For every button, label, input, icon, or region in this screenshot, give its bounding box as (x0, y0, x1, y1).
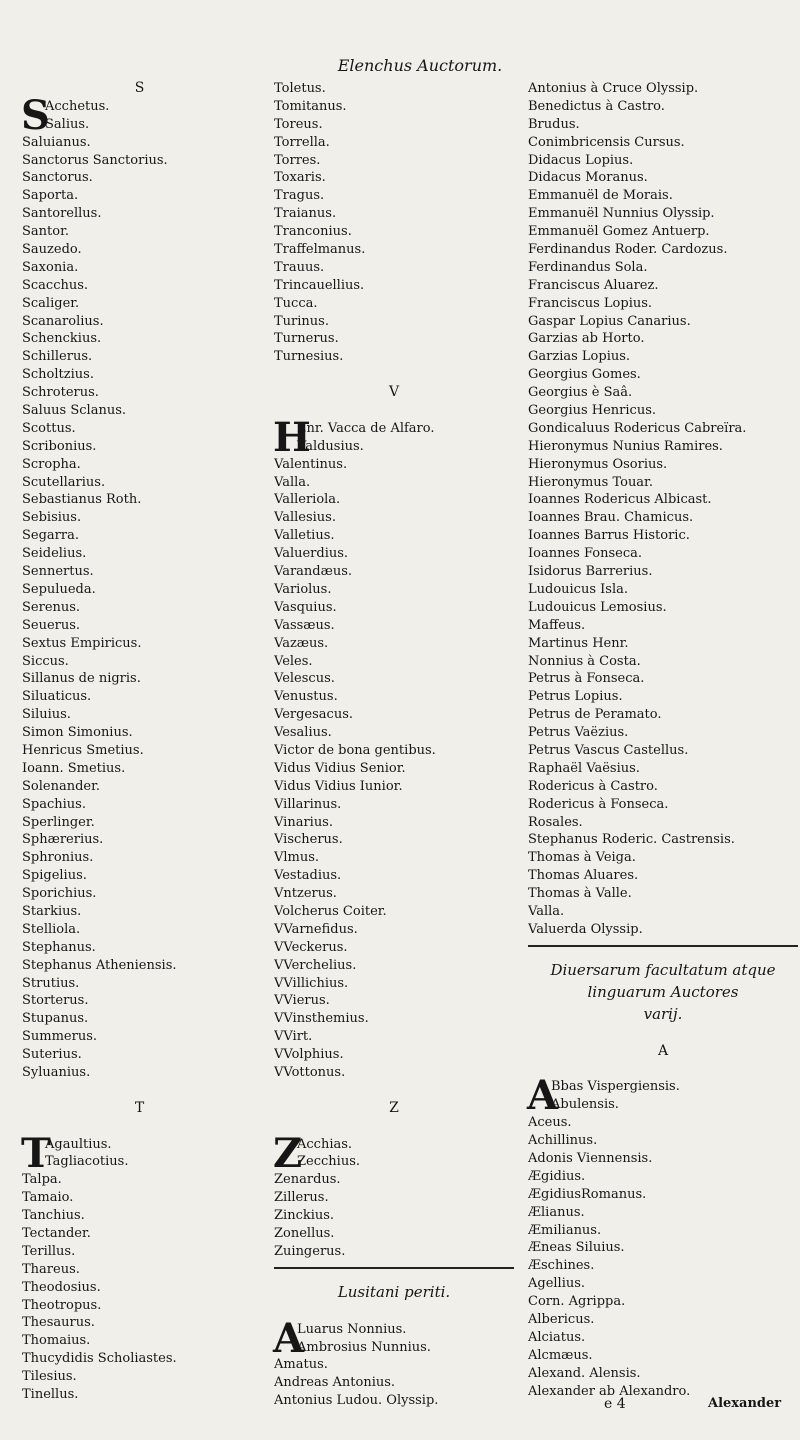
index-entry: Vinarius. (274, 814, 333, 830)
index-entry: Antonius à Cruce Olyssip. (528, 81, 699, 96)
index-entry: Agellius. (528, 1276, 586, 1292)
index-entry: VVerchelius. (274, 957, 357, 973)
index-entry: Vntzerus. (274, 886, 337, 902)
index-entry: Trauus. (274, 259, 325, 275)
index-entry: Petrus à Fonseca. (528, 671, 645, 687)
index-entry: Varandæus. (274, 564, 352, 580)
index-entry: Vidus Vidius Senior. (274, 760, 406, 776)
index-entry: Thomas à Valle. (528, 886, 632, 902)
index-entry: Ioannes Fonseca. (528, 546, 642, 562)
index-entry: Torrella. (274, 134, 330, 150)
index-entry: Corn. Agrippa. (528, 1294, 626, 1310)
index-entry: Zuingerus. (274, 1243, 346, 1259)
section-divider (528, 945, 798, 959)
index-entry: Alexand. Alensis. (528, 1365, 641, 1381)
index-entry: Scropha. (22, 456, 81, 472)
index-entry: Vidus Vidius Iunior. (274, 778, 403, 794)
index-entry: Nonnius à Costa. (528, 653, 641, 669)
index-entry: Ambrosius Nunnius. (297, 1339, 431, 1355)
index-entry: Aceus. (528, 1115, 572, 1131)
index-entry-text: Agaultius. (45, 1136, 112, 1152)
index-entry: Summerus. (22, 1029, 98, 1045)
index-entry: Abulensis. (551, 1097, 619, 1113)
index-entry: Adonis Viennensis. (528, 1150, 653, 1166)
index-entry: Thomaius. (22, 1333, 91, 1349)
section-title: linguarum Auctores (587, 982, 739, 1001)
index-entry: Rosales. (528, 814, 583, 830)
index-entry: Toxaris. (274, 170, 326, 186)
spacer (274, 366, 514, 384)
index-entry: Valleriola. (274, 492, 341, 508)
index-entry: Traffelmanus. (274, 242, 366, 258)
index-entry: Tilesius. (22, 1369, 77, 1385)
index-entry: Siluaticus. (22, 689, 92, 705)
index-entry: Siluius. (22, 707, 71, 723)
drop-cap: A (273, 1314, 305, 1362)
index-entry: Stephanus. (22, 939, 96, 955)
index-entry: Thomas Aluares. (528, 868, 639, 884)
index-entry-text: Luarus Nonnius. (297, 1321, 407, 1337)
index-entry: Vassæus. (274, 617, 335, 633)
index-entry: Theotropus. (22, 1297, 102, 1313)
index-entry: Traianus. (274, 206, 337, 222)
index-entry: Villarinus. (274, 796, 342, 812)
index-entry: Hieronymus Osorius. (528, 456, 668, 472)
index-entry: VVirt. (274, 1029, 313, 1045)
index-entry: Vischerus. (274, 832, 343, 848)
index-entry: Segarra. (22, 528, 79, 544)
index-entry: Garzias Lopius. (528, 349, 631, 365)
index-entry: Valuerda Olyssip. (528, 921, 643, 937)
index-entry: Tamaio. (22, 1190, 74, 1206)
section-divider (274, 1267, 514, 1281)
index-entry: Ferdinandus Roder. Cardozus. (528, 242, 728, 258)
column-2 (274, 80, 514, 1410)
index-entry: Gaspar Lopius Canarius. (528, 313, 691, 329)
index-entry: Ferdinandus Sola. (528, 259, 648, 275)
index-entry: Vlmus. (274, 850, 320, 866)
section-letter: V (388, 384, 400, 401)
index-entry: Hieronymus Touar. (528, 474, 653, 490)
index-entry: Strutius. (22, 975, 80, 991)
section-letter: A (657, 1042, 669, 1059)
index-entry: Didacus Moranus. (528, 170, 648, 186)
index-entry: Valdusius. (297, 438, 364, 454)
index-entry: Tinellus. (22, 1387, 79, 1403)
index-entry: Henricus Smetius. (22, 742, 144, 758)
drop-cap: A (527, 1072, 559, 1120)
index-entry: Stephanus Atheniensis. (22, 957, 177, 973)
index-entry-text: Acchetus. (45, 98, 110, 114)
index-entry: Vestadius. (274, 868, 342, 884)
spacer (22, 1118, 257, 1136)
index-entry: Zecchius. (297, 1154, 360, 1170)
index-entry-text: Enr. Vacca de Alfaro. (297, 420, 435, 436)
index-entry: Ioannes Rodericus Albicast. (528, 492, 712, 508)
index-entry: Georgius è Saâ. (528, 385, 633, 401)
index-entry: Vasquius. (274, 599, 337, 615)
index-entry: Gondicaluus Rodericus Cabreïra. (528, 420, 747, 436)
index-entry: Saluianus. (22, 134, 91, 150)
index-entry: Raphaël Vaësius. (528, 760, 640, 776)
index-entry: VVarnefidus. (274, 921, 358, 937)
index-entry: Sphronius. (22, 850, 94, 866)
index-entry: Ludouicus Isla. (528, 581, 628, 597)
column-3 (528, 80, 798, 1400)
index-entry: Talpa. (22, 1172, 62, 1188)
index-entry: Turinus. (274, 313, 329, 329)
index-entry: Alcmæus. (528, 1347, 593, 1363)
index-entry: Scottus. (22, 420, 76, 436)
index-entry: VVeckerus. (274, 939, 348, 955)
index-entry: Albericus. (528, 1312, 595, 1327)
spacer (274, 1303, 514, 1321)
index-entry: Franciscus Lopius. (528, 295, 653, 311)
index-entry: Sebastianus Roth. (22, 492, 142, 508)
index-entry: Tomitanus. (274, 98, 347, 114)
index-entry: Ioann. Smetius. (22, 760, 126, 776)
index-entry: Spigelius. (22, 868, 87, 884)
drop-cap: H (273, 413, 311, 461)
index-entry: Schenckius. (22, 331, 102, 347)
index-entry: Tectander. (22, 1226, 91, 1241)
index-entry: Scacchus. (22, 277, 89, 293)
index-entry: Zillerus. (274, 1190, 329, 1206)
index-entry: Thareus. (22, 1261, 80, 1277)
index-entry: Seidelius. (22, 546, 87, 562)
index-entry: Valentinus. (274, 456, 348, 472)
index-entry: Emmanuël de Morais. (528, 188, 673, 204)
index-entry: Petrus Vaëzius. (528, 725, 629, 741)
index-entry: Martinus Henr. (528, 635, 629, 651)
index-entry: Toreus. (274, 116, 323, 132)
index-entry: Andreas Antonius. (274, 1375, 396, 1391)
spacer (528, 1061, 798, 1079)
index-entry: Scribonius. (22, 438, 97, 454)
index-entry: Tragus. (274, 188, 325, 204)
column-1 (22, 80, 257, 1404)
index-entry: Ægidius. (528, 1168, 586, 1184)
index-entry: Petrus Lopius. (528, 689, 623, 705)
index-entry: Scanarolius. (22, 313, 104, 329)
index-entry: VVillichius. (274, 975, 349, 991)
index-entry: Trincauellius. (274, 277, 365, 293)
index-entry: Turnesius. (274, 349, 344, 365)
index-entry: Variolus. (274, 581, 332, 597)
index-entry: Alciatus. (528, 1329, 586, 1345)
spacer (274, 1082, 514, 1100)
index-entry: Valuerdius. (274, 546, 349, 562)
index-entry: Sennertus. (22, 564, 94, 580)
index-entry: Sanctorus Sanctorius. (22, 152, 168, 168)
spacer (274, 1118, 514, 1136)
index-entry: Amatus. (274, 1357, 328, 1373)
index-entry: Æmilianus. (528, 1222, 602, 1238)
index-entry: Turnerus. (274, 331, 339, 347)
index-entry: Ioannes Barrus Historic. (528, 528, 690, 544)
index-entry: Schillerus. (22, 349, 93, 365)
index-entry: Sebisius. (22, 510, 82, 526)
index-entry: Zinckius. (274, 1208, 335, 1224)
index-entry: Thesaurus. (22, 1315, 95, 1331)
index-entry: Hieronymus Nunius Ramires. (528, 438, 723, 454)
section-letter: Z (389, 1099, 399, 1116)
index-entry: Rodericus à Castro. (528, 778, 658, 794)
index-entry: Saxonia. (22, 259, 79, 275)
spacer (22, 1082, 257, 1100)
index-entry: Tagliacotius. (45, 1154, 129, 1170)
index-entry: VVinsthemius. (274, 1011, 369, 1027)
index-entry: Valla. (528, 903, 565, 919)
index-entry: Alexander ab Alexandro. (528, 1383, 691, 1399)
index-entry: Conimbricensis Cursus. (528, 134, 685, 150)
index-entry: Æneas Siluius. (528, 1240, 625, 1256)
section-letter: S (134, 80, 145, 96)
index-entry: Simon Simonius. (22, 725, 133, 741)
index-entry: Stephanus Roderic. Castrensis. (528, 832, 735, 848)
index-entry: Sauzedo. (22, 242, 82, 258)
index-entry: Syluanius. (22, 1064, 91, 1080)
index-entry: Scaliger. (22, 295, 80, 311)
index-entry: Salius. (45, 116, 90, 132)
index-entry: Stelliola. (22, 921, 81, 937)
index-entry: Isidorus Barrerius. (528, 564, 653, 580)
index-entry: Saluus Sclanus. (22, 403, 127, 419)
index-entry: Siccus. (22, 653, 69, 669)
running-title: Elenchus Auctorum. (337, 56, 503, 75)
drop-cap: T (21, 1129, 51, 1177)
index-entry: Emmanuël Nunnius Olyssip. (528, 206, 715, 222)
index-entry: Georgius Gomes. (528, 367, 641, 383)
index-entry: Vallesius. (274, 510, 336, 526)
index-entry: Zenardus. (274, 1172, 341, 1188)
index-entry: Petrus Vascus Castellus. (528, 742, 689, 758)
index-entry: Seuerus. (22, 617, 81, 633)
index-entry: Victor de bona gentibus. (274, 742, 436, 758)
index-entry: Sperlinger. (22, 814, 95, 830)
index-entry: Schroterus. (22, 385, 99, 401)
index-entry: Santorellus. (22, 206, 102, 222)
index-entry: Thucydidis Scholiastes. (22, 1351, 177, 1367)
index-entry: Æschines. (528, 1258, 595, 1274)
index-entry: Scholtzius. (22, 367, 94, 383)
index-entry: ÆgidiusRomanus. (528, 1186, 647, 1202)
index-entry: Velescus. (274, 671, 335, 687)
index-entry: VVierus. (274, 993, 330, 1009)
index-entry: Starkius. (22, 903, 82, 919)
index-entry: Serenus. (22, 599, 81, 615)
index-entry: Achillinus. (528, 1133, 598, 1149)
index-entry: Antonius Ludou. Olyssip. (274, 1393, 439, 1409)
index-entry: Petrus de Peramato. (528, 707, 662, 723)
index-entry: Rodericus à Fonseca. (528, 796, 669, 812)
index-entry: Tanchius. (22, 1208, 85, 1224)
index-entry: Sphærerius. (22, 832, 104, 848)
section-letter: T (134, 1099, 145, 1116)
index-entry: Sanctorus. (22, 170, 93, 186)
index-entry: Torres. (274, 152, 321, 168)
section-title: varij. (643, 1004, 683, 1023)
index-entry: Emmanuël Gomez Antuerp. (528, 224, 710, 240)
catchword: Alexander (708, 1396, 782, 1411)
index-entry: Brudus. (528, 116, 580, 132)
index-entry: Vazæus. (274, 635, 329, 651)
index-entry: Solenander. (22, 778, 101, 794)
index-entry: Thomas à Veiga. (528, 850, 636, 866)
index-entry: Scutellarius. (22, 474, 106, 490)
index-entry: Ioannes Brau. Chamicus. (528, 510, 694, 526)
index-entry: Spachius. (22, 796, 86, 812)
index-entry: Suterius. (22, 1047, 82, 1063)
index-entry: Theodosius. (22, 1279, 101, 1295)
index-entry: Toletus. (274, 81, 326, 96)
index-entry: Benedictus à Castro. (528, 98, 665, 114)
index-entry: VVottonus. (274, 1064, 346, 1080)
index-entry: Storterus. (22, 993, 89, 1009)
index-entry: Zonellus. (274, 1226, 335, 1241)
index-entry: Didacus Lopius. (528, 152, 634, 168)
index-entry: Santor. (22, 224, 69, 240)
index-entry: Valla. (274, 474, 311, 490)
index-entry: Ludouicus Lemosius. (528, 599, 667, 615)
index-entry: Maffeus. (528, 617, 586, 633)
section-title: Lusitani periti. (337, 1282, 451, 1301)
index-entry: Saporta. (22, 188, 79, 204)
signature-mark: e 4 (604, 1396, 626, 1412)
drop-cap: Z (273, 1129, 303, 1177)
index-entry: Tucca. (274, 295, 318, 311)
index-entry: Sillanus de nigris. (22, 671, 141, 687)
section-title: Diuersarum facultatum atque (550, 960, 776, 979)
index-entry: Sepulueda. (22, 581, 96, 597)
spacer (528, 1025, 798, 1043)
index-entry: Vergesacus. (274, 707, 353, 723)
index-entry: Ælianus. (528, 1204, 585, 1220)
index-entry: Venustus. (274, 689, 338, 705)
index-entry-text: Acchias. (297, 1136, 353, 1152)
index-entry: Sporichius. (22, 886, 97, 902)
index-entry: Sextus Empiricus. (22, 635, 142, 651)
index-entry: Stupanus. (22, 1011, 89, 1027)
index-entry: Vesalius. (274, 725, 332, 741)
index-entry: VVolphius. (274, 1047, 344, 1063)
index-entry-text: Bbas Vispergiensis. (551, 1079, 680, 1095)
index-entry: Terillus. (22, 1243, 76, 1259)
index-entry: Franciscus Aluarez. (528, 277, 659, 293)
drop-cap: S (21, 91, 50, 139)
index-entry: Georgius Henricus. (528, 403, 657, 419)
index-entry: Tranconius. (274, 224, 352, 240)
index-entry: Volcherus Coiter. (274, 903, 387, 919)
index-entry: Valletius. (274, 528, 335, 544)
index-entry: Veles. (274, 653, 313, 669)
index-entry: Garzias ab Horto. (528, 331, 645, 347)
